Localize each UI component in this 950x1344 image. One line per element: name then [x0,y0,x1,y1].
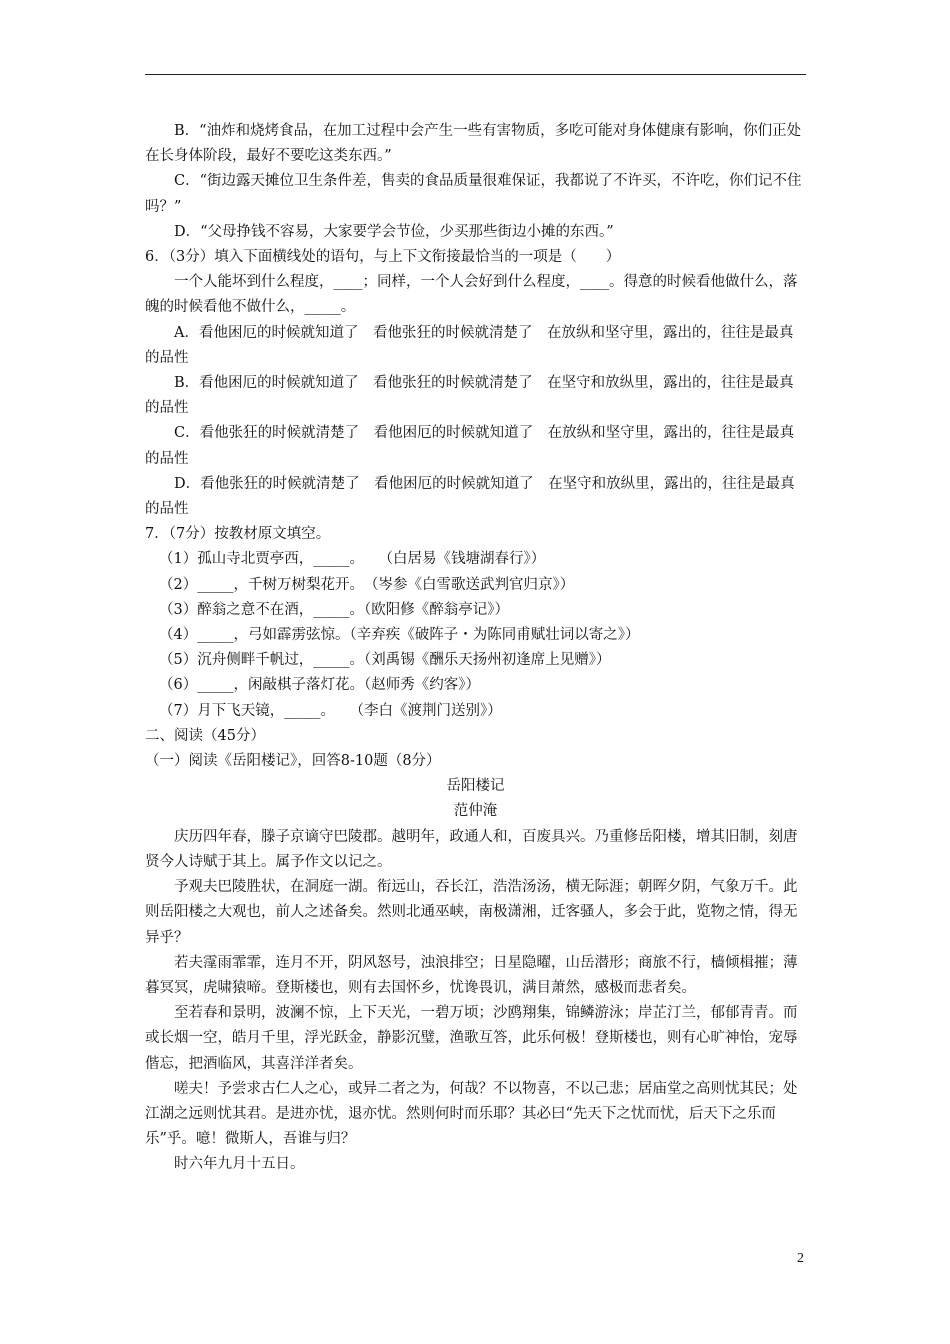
q6-option-a: A．看他困厄的时候就知道了 看他张狂的时候就清楚了 在放纵和坚守里，露出的，往往是最真的品性 [145,324,794,366]
q6-option-b: B．看他困厄的时候就知道了 看他张狂的时候就清楚了 在坚守和放纵里，露出的，往往是最真的品性 [145,375,794,417]
q7-item-7: （7）月下飞天镜，_____。 （李白《渡荆门送别》） [159,702,502,719]
q6-option-d: D．看他张狂的时候就清楚了 看他困厄的时候就知道了 在坚守和放纵里，露出的，往往是最真的品性 [145,475,795,518]
q5-option-b: B．“油炸和烧烤食品，在加工过程中会产生一些有害物质，多吃可能对身体健康有影响，你们正处在长身体阶段，最好不要吃这类东西。” [145,123,802,165]
passage-author: 范仲淹 [453,803,498,820]
passage-paragraph: 嗟夫！予尝求古仁人之心，或异二者之为，何哉？不以物喜，不以己悲；居庙堂之高则忧其民；处江湖之远则忧其君。是进亦忧，退亦忧。然则何时而乐耶？其必曰“先天下之忧而忧，后天下之乐而乐”乎。噫！微斯人，吾谁与归？ [145,1080,798,1148]
q7-item-2: （2）_____，千树万树梨花开。 （岑参《白雪歌送武判官归京》） [159,576,575,593]
passage-paragraph: 若夫霪雨霏霏，连月不开，阴风怒号，浊浪排空；日星隐曜，山岳潜形；商旅不行，樯倾楫摧；薄暮冥冥，虎啸猿啼。登斯楼也，则有去国怀乡，忧谗畏讥，满目萧然，感极而悲者矣。 [145,954,798,996]
q7-item-4: （4）_____，弓如霹雳弦惊。（辛弃疾《破阵子・为陈同甫赋壮词以寄之》） [159,627,640,644]
q6-passage: 一个人能坏到什么程度，____；同样，一个人会好到什么程度，____。得意的时候看他做什么，落魄的时候看他不做什么，_____。 [145,274,798,316]
header-rule [145,74,806,75]
passage-paragraph: 至若春和景明，波澜不惊，上下天光，一碧万顷；沙鸥翔集，锦鳞游泳；岸芷汀兰，郁郁青青。而或长烟一空，皓月千里，浮光跃金，静影沉璧，渔歌互答，此乐何极！登斯楼也，则有心旷神怡，宠辱偕忘，把酒临风，其喜洋洋者矣。 [145,1005,798,1072]
passage-paragraph: 庆历四年春，滕子京谪守巴陵郡。越明年，政通人和，百废具兴。乃重修岳阳楼，增其旧制，刻唐贤今人诗赋于其上。属予作文以记之。 [145,828,798,870]
passage-paragraph: 予观夫巴陵胜状，在洞庭一湖。衔远山，吞长江，浩浩汤汤，横无际涯；朝晖夕阴，气象万千。此则岳阳楼之大观也，前人之述备矣。然则北通巫峡，南极潇湘，迁客骚人，多会于此，览物之情，得无异乎？ [145,879,798,946]
q5-option-d: D．“父母挣钱不容易，大家要学会节俭，少买那些街边小摊的东西。” [174,223,614,240]
passage-title: 岳阳楼记 [446,778,505,795]
q6-option-c: C．看他张狂的时候就清楚了 看他困厄的时候就知道了 在放纵和坚守里，露出的，往往是最真的品性 [145,425,795,467]
q7-item-3: （3）醉翁之意不在酒，_____。（欧阳修《醉翁亭记》） [159,601,509,618]
passage-paragraph: 时六年九月十五日。 [174,1156,305,1173]
section-heading: 二、阅读（45分） [145,727,265,744]
page-number: 2 [797,1251,804,1266]
q5-option-c: C．“街边露天摊位卫生条件差，售卖的食品质量很难保证，我都说了不许买，不许吃，你们记不住吗？” [145,173,802,215]
q7-item-6: （6）_____，闲敲棋子落灯花。（赵师秀《约客》） [159,677,480,694]
q7-item-5: （5）沉舟侧畔千帆过，_____。（刘禹锡《酬乐天扬州初逢席上见赠》） [159,652,611,669]
document-body [145,119,806,1178]
q7-stem: 7．（7分）按教材原文填空。 [145,526,331,543]
q7-item-1: （1）孤山寺北贾亭西，_____。 （白居易《钱塘湖春行》） [159,551,546,568]
q6-stem: 6．（3分）填入下面横线处的语句，与上下文衔接最恰当的一项是（ ） [145,249,621,266]
reading-subheading: （一）阅读《岳阳楼记》，回答8-10题（8分） [145,753,441,770]
